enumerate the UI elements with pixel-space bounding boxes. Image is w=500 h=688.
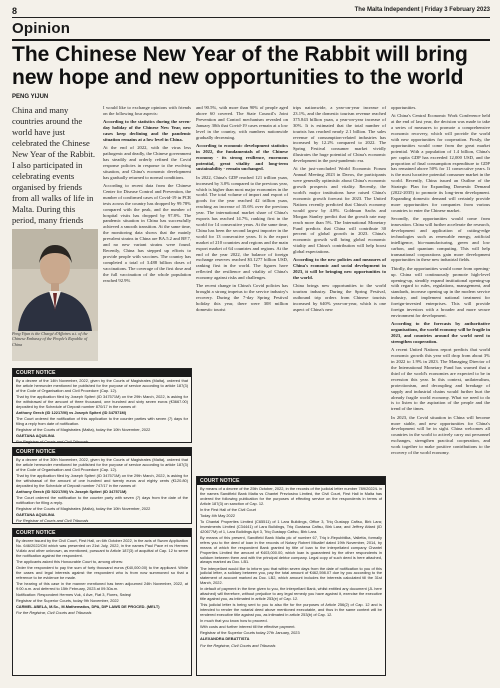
byline: PENG YIJUN xyxy=(12,94,49,100)
court-notice-paragraph: CARMEL ABELA, M.Sc., M.Mathematics, DPA, DIP LAWS DE PROCED. (MELT) xyxy=(16,604,160,609)
masthead: The Malta Independent | Friday 3 February 2023 xyxy=(354,7,490,13)
court-notice-heading: COURT NOTICE xyxy=(13,529,191,537)
article-column-2 xyxy=(196,105,288,315)
court-notice-paragraph: Order the respondent to pay the sum of forty thousand euros (€40,000.00) to the applicant. While the cases and legal interests against the respondent who is from now summoned so that a reference to be evidence be made. xyxy=(16,564,188,580)
court-notice-paragraph: By decree issued by the Civil Court, First Hall, on 6th October 2022, in the acts of Sworn Application No. 646/2022/CM which was presented on 21st July, 2022, in the names Paul Pace et vs Hermes Vulizic and other unknown, as mentioned, pursuant to Article 187(3) of acquittal of Cap. 12 to serve the notification against the respondent. xyxy=(16,538,188,558)
article-column-1 xyxy=(103,105,191,286)
court-notice-paragraph: Anthony Grech (ID 52217/M) Vs Joseph Spiteri (ID 347571M) xyxy=(16,488,127,494)
court-notice-paragraph: Notification: Respondent Hermes Vuk, 4 Ave, Flat 3, Flores, Swieqi xyxy=(16,591,132,597)
article-paragraph: At the end of 2022, with the virus less pathogenic and deadly, the Chinese government has steadily and orderly refined the Covid response policies in response to the evolving situation, and China's economic development has gradually returned to normal conditions. xyxy=(103,145,191,180)
article-paragraph: I would like to exchange opinions with friends on the following four aspects: xyxy=(103,105,191,116)
article-paragraph: At China's Central Economic Work Conference held at the end of last year, the decision was made to take a series of measures to promote a comprehensive economic recovery, which will provide the world with new opportunities for cooperation. Firstly, the opportunities would come from the great market potential. With a population of 1.4 billion, China's per capita GDP has exceeded 12,000 USD, and the proportion of final consumption expenditure to GDP has remained above 50% for 11 consecutive years. It is the most lucrative potential consumer market in the world. Recently, China issued an Outline of the Strategic Plan for Expanding Domestic Demand (2022-2035) to promote its long-term development. Expanding domestic demand will certainly provide more opportunities for companies from various countries to enter the Chinese market. xyxy=(391,113,490,213)
article-column-4 xyxy=(391,105,490,458)
page-number: 8 xyxy=(12,6,18,16)
court-notice-4 xyxy=(196,476,386,676)
court-notice-paragraph: This judicial letter is being sent to you to also file for the purposes of Article 256(2) of Cap. 12 and is intended to render the notarial deed above mentioned executable, and thus in the same context will be rendered executive title against you, as intimated in article 253(b) of Cap. 12. xyxy=(200,602,382,618)
article-paragraph: In 2022, China's GDP reached 121 trillion yuan, increased by 3.0% compared to the previous year, which is higher than most major economies in the world. The total volume of import and export of goods for the year reached 42 trillion yuan, reaching an increase of 35.6% over the previous year. The international market share of China's exports has reached 14.7%, ranking first in the world for 14 consecutive years. At the same time, China has been the second largest importer in the world for 13 consecutive years. It is the export market of 210 countries and regions and the main export market of 64 countries and regions. At the end of the year 2022, the balance of foreign exchange reserves reached $3.1277 billion USD, ranking first in the world. The figures have reflected the resilience and vitality of China's economy against risks and challenges. xyxy=(196,174,288,281)
court-notice-paragraph: To Chantal Properties Limited (C65511) of 1 Lara Buildings, Office 3, Triq Gustapp Cafisu, Birk Lara; Investments Limited (C34441) of Lara Buildings, Triq Gustawa Cafisu, Birk Lara; and Jeffrey Attard (ID 420677M) of 1, Lara Buildings Apt 3, Triq Gustapp Cafisu, Birk Lara. xyxy=(200,519,382,534)
court-notice-body xyxy=(13,456,191,527)
article-paragraph: Secondly, the opportunities would come from innovation. China will further accelerate the research, development and application of cutting-edge technologies such as renewable energy, artificial intelligence, bio-manufacturing, green and low carbon, and quantum computing. This will help transnational corporations gain more development opportunities in these new industrial fields. xyxy=(391,216,490,263)
court-notice-paragraph: The interpellant would like to inform you that within seven days from the date of notification to you of this judicial letter, a solidary between you, pay the total amount of €462,598.07 due by you according to the statement of account marked as Doc. LB2, which amount includes the interests calculated till the 31st March, 2022. xyxy=(200,565,382,586)
court-notice-3 xyxy=(12,528,192,676)
court-notice-paragraph: With costs and further interest till the effective payment. xyxy=(200,624,296,630)
photo-caption: Peng Yijun is the Chargé d'Affaires a.i. of the Chinese Embassy of the People's Republic of China xyxy=(12,331,88,347)
page-header xyxy=(12,6,490,18)
court-notice-paragraph: Registrar of the Superior Courts, today 9th November, 2022 xyxy=(16,597,119,603)
article-paragraph: At the just-concluded World Economic Forum Annual Meeting 2023 in Davos, the participants were generally optimistic about China's economic growth prospects and vitality. Recently, the world's major institutions have raised China's economic growth forecast for 2023. The United Nations recently predicted that China's economy would grow by 4.8%. Goldman Sachs and Morgan Stanley predict that the growth rate may reach more than 5%. The International Monetary Fund predicts that China will contribute 30 percent of global growth in 2023. China's economic growth will bring global economic vitality and China's contribution will help boost global expectations. xyxy=(293,166,386,255)
court-notice-paragraph: By means of this present, Sandfield Bank Malta plc of number 67, Triq ir-Repubblika, Valletta, formally refers you to the deed of loan in the records of Notary Robert Micallef dated 19th November, 2014, by means of which the respondent Bank granted by title of loan to the interpellated company Chantel Properties Limited the amount of €403,000.00, which loan is guaranteed by the other respondents in solidum between them and with the principal debtor company. Legal copy of such deed is here attached, always marked as Doc. LB1. xyxy=(200,534,382,565)
court-notice-paragraph: Today 4th May 2022 xyxy=(200,512,236,518)
article-paragraph: According to the forecasts by authoritative organisations, the world economy will be fragile in 2023, and countries around the world need to strengthen cooperation. xyxy=(391,321,490,344)
court-notice-paragraph: By a decree of the 30th November, 2022, given by the Courts of Magistrates (Malta), ordered that the article hereunder mentioned be published for the purpose of service according to article 187(3) of the Code of Organisation and Civil Procedure (Cap. 12). xyxy=(16,457,188,472)
court-notice-paragraph: For Registrar of Courts and Civil Tribunals xyxy=(16,439,89,445)
section-title: Opinion xyxy=(12,20,71,37)
court-notice-paragraph: For the Registrar, Civil Courts and Tribunals xyxy=(200,642,276,648)
article-paragraph: According to the statistics during the seven-day holiday of the Chinese New Year, new cases keep declining and the pandemic situation remains at a low level in China. xyxy=(103,119,191,142)
section-rule xyxy=(12,39,490,41)
court-notice-2 xyxy=(12,447,192,524)
court-notice-body xyxy=(197,485,385,652)
court-notice-paragraph: The hearing of this case in the manner mentioned has been adjourned 24th November, 2022, at 9:00 a.m. and deferred to 15th February, 2023 at 09:30a.m. xyxy=(16,580,188,591)
court-notice-paragraph: Registrar of the Courts of Magistrates (Malta), today the 10th November, 2022 xyxy=(16,426,151,432)
author-portrait-image xyxy=(12,229,98,331)
article-paragraph: opportunities. xyxy=(391,105,417,110)
court-notice-paragraph: GAETANA AQUILINA xyxy=(16,433,55,438)
court-notice-paragraph: By a decree of the 14th November, 2022, given by the Courts of Magistrates (Malta), ordered that the article hereunder mentioned be published for the purpose of service according to article 187(3) of the Code of Organisation and Civil Procedure (Cap. 12). xyxy=(16,378,188,393)
court-notice-1 xyxy=(12,368,192,443)
court-notice-paragraph: In the First Hall of the Civil Court xyxy=(200,506,257,512)
article-paragraph: trips nationwide, a year-on-year increase of 23.1%, and the domestic tourism revenue reached 375.843 billion yuan, a year-on-year increase of 30%. It is estimated that the total number of tourists has reached nearly 2.1 billion. The sales revenue of consumption-related industries has increased by 12.2% compared to 2022. The Spring Festival consumer market vividly illustrates the huge potential of China's economic development in the post-pandemic era. xyxy=(293,105,386,164)
court-notice-paragraph: For Registrar of Courts and Civil Tribunals xyxy=(16,518,89,524)
court-notice-paragraph: For the Registrar, Civil Courts and Tribunals xyxy=(16,610,92,616)
court-notice-paragraph: Anthony Grech (ID 12217/M) vs Joseph Spiteri (ID 347571M) xyxy=(16,409,127,415)
court-notice-paragraph: In much that you know how to proceed. xyxy=(200,618,268,624)
article-column-3 xyxy=(293,105,386,315)
court-notice-paragraph: That by the application filed by Joseph Spiteri (ID 347571M) on the 29th March, 2022, is asking for the withdrawal of the amount of three thousand, one hundred and sixty seven euros (€3667.00) deposited by the Schedule of Deposit number 870/17 in the names of: xyxy=(16,393,188,409)
article-headline: The Chinese New Year of the Rabbit will bring new hope and new opportunities to the world xyxy=(12,43,468,89)
court-notice-paragraph: By means of a decree of the 25th October, 2022, in the records of the judicial letter number 789/2022/L in the names Sandfield Bank Malta vs Chantel Preziosino Limited, the Civil Court, First Hall in Malta has ordered the following publication for the purposes of effecting service on the respondents in terms of Article 187(3) on sanction of Cap. 12. xyxy=(200,486,382,506)
article-paragraph: According to recent data from the Chinese Center for Disease Control and Prevention, the number of confirmed cases of Covid-19 in PCR tests across the country has dropped by 99.78% compared with the peak, and the number of hospital visits has dropped by 97.8%. The pandemic situation in China has successfully achieved a smooth transition. At the same time, the monitoring data shows that the mainly prevalent strains in China are BA.5.2 and BF.7, and no new variant strains were found. Recently, China has stepped up efforts to provide people with vaccines. The country has completed a total of 3.488 billion doses of vaccinations. The coverage of the first dose and the full vaccination of the whole population reached 92.9% xyxy=(103,183,191,283)
article-paragraph: According to the new policies and measures of China's economic and social development in 2023, it will be bringing new opportunities to the world. xyxy=(293,257,386,281)
article-paragraph: The recent change in China's Covid policies has brought a strong impetus to the service industry's recovery. During the 7-day Spring Festival holiday this year, there were 308 million domestic tourist xyxy=(196,283,288,313)
article-paragraph: China brings new opportunities to the world tourism industry. During the Spring Festival, outbound trip orders from Chinese tourists increased by 640% year-on-year, which is one aspect of China's new xyxy=(293,283,386,313)
court-notice-paragraph: GAETANA AQUILINA xyxy=(16,512,55,517)
court-notice-paragraph: The Court ordered the notification to the counter party with seven (7) days from the date of the notification for filing a reply. xyxy=(16,494,188,505)
court-notice-paragraph: ALEXANDRA DEBATTISTA xyxy=(200,636,250,642)
article-paragraph: A recent United Nations report predicts that world economic growth this year will drop from about 3% in 2022 to 1.9% in 2023. The Managing Director of the International Monetary Fund has warned that a third of the world's economies are expected to be in recession this year. In this context, unilateralism, protectionism, and decoupling and breakage of supply and industrial chains would further hurt the already fragile world economy. What we need to do is to listen to the aspiration of the people and the trend of the times. xyxy=(391,347,490,412)
court-notice-heading: COURT NOTICE xyxy=(13,448,191,456)
court-notice-paragraph: Registrar of the Courts of Magistrates (Malta), today the 10th November, 2022 xyxy=(16,505,151,511)
article-paragraph: and 90.5%, with more than 90% of people aged above 60 covered. The State Council's Joint Prevention and Control mechanism revealed on January 30th that Covid-19 cases remain at a low level in the country, with numbers nationwide gradually decreasing. xyxy=(196,105,288,140)
article-paragraph: Thirdly, the opportunities would come from opening-up. China will continuously promote high-level opening-up, steadily expand institutional opening-up with regard to rules, regulations, management, and standards, increase opening up in the modern service industry, and implement national treatment for foreign-invested enterprises. This will provide foreign investors with a broader and more secure environment for development. xyxy=(391,265,490,318)
court-notice-paragraph: Registrar of the Superior Courts today 27th January, 2023 xyxy=(200,630,300,636)
court-notice-heading: COURT NOTICE xyxy=(13,369,191,377)
court-notice-paragraph: That by the application filed by Joseph Spiteri (ID 347571M) on the 29th March, 2022, is asking for the withdrawal of the amount of one hundred and twenty euros and eighty cents (€120.80) deposited by the Schedule of Deposit number 747/17 in the names of: xyxy=(16,472,188,488)
court-notice-body xyxy=(13,537,191,619)
newspaper-page xyxy=(12,6,490,682)
court-notice-paragraph: The applicants asked this Honourable Court to, among others: xyxy=(16,558,124,564)
court-notice-body xyxy=(13,377,191,448)
court-notice-paragraph: The Court ordered the notification of this application to the counter parties with seven (7) days for filing a reply from date of notification. xyxy=(16,415,188,426)
court-notice-paragraph: In default of payment in the time given to you, the interpellant Bank, whilst entitled any document (JL here attached) will therefore, without prejudice to any legal remedy you have against it, exercise the executive title against you, as intimated in article 253(e) of Cap. 12. xyxy=(200,586,382,602)
pull-quote-text: China and many countries around the world have just celebrated the Chinese New Year of the Rabbit. I also participated in celebrating events organised by friends from all walks of life in Malta. During this period, many friends xyxy=(12,105,96,225)
article-paragraph: According to economic development statistics in 2022, the fundamentals of the Chinese economy - its strong resilience, enormous potential, great vitality and long-term sustainability - remain unchanged. xyxy=(196,142,288,172)
article-paragraph: In 2023, the Covid situation in China will become more stable, and new opportunities for China's development will be in sight. China welcomes all countries in the world to actively carry out personnel exchanges, strengthen practical cooperation, and work together to make positive contributions to the recovery of the world economy. xyxy=(391,414,490,456)
court-notice-heading: COURT NOTICE xyxy=(197,477,385,485)
